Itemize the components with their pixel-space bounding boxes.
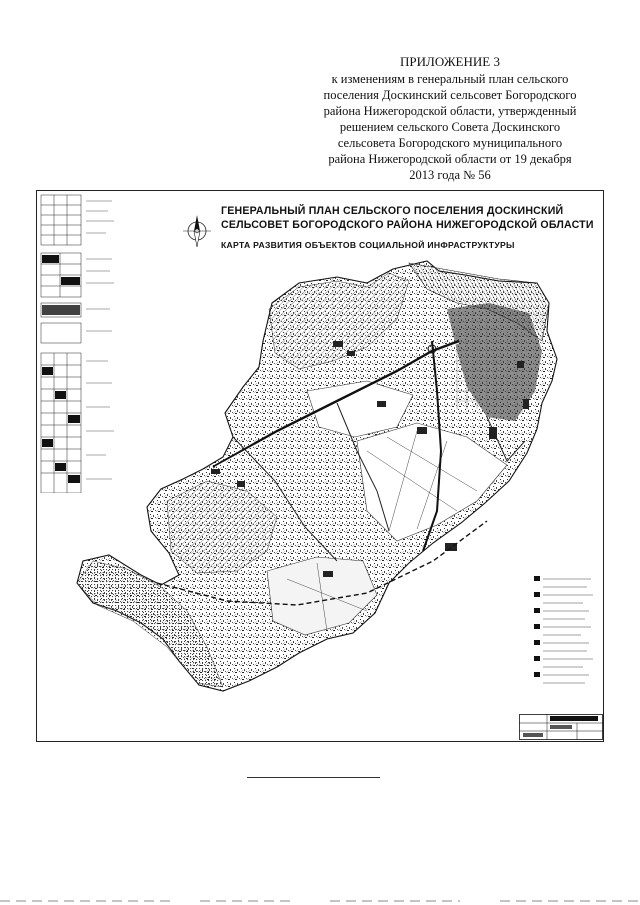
appendix-line: 2013 года № 56	[409, 168, 491, 182]
map-title-line: ГЕНЕРАЛЬНЫЙ ПЛАН СЕЛЬСКОГО ПОСЕЛЕНИЯ ДОСКИНСКИЙ	[221, 205, 564, 217]
appendix-line: района Нижегородской области, утвержденный	[323, 104, 577, 118]
map-sheet	[36, 190, 604, 742]
map-subtitle: КАРТА РАЗВИТИЯ ОБЪЕКТОВ СОЦИАЛЬНОЙ ИНФРАСТРУКТУРЫ	[221, 240, 515, 250]
map-title-line: СЕЛЬСОВЕТ БОГОРОДСКОГО РАЙОНА НИЖЕГОРОДСКОЙ ОБЛАСТИ	[221, 219, 594, 231]
right-legend	[533, 575, 597, 695]
appendix-title: ПРИЛОЖЕНИЕ 3	[400, 54, 500, 69]
footer-rule	[247, 777, 380, 778]
appendix-line: решением сельского Совета Доскинского	[339, 120, 561, 134]
appendix-line: поселения Доскинский сельсовет Богородского	[323, 88, 577, 102]
scan-edge-marks	[0, 897, 640, 905]
north-arrow-icon	[177, 211, 217, 251]
title-block	[519, 714, 603, 740]
left-legend	[40, 193, 116, 493]
map-title	[221, 204, 601, 232]
appendix-header	[300, 54, 600, 183]
territory-map	[37, 191, 605, 743]
appendix-line: сельсовета Богородского муниципального	[337, 136, 563, 150]
appendix-line: к изменениям в генеральный план сельского	[331, 72, 569, 86]
appendix-line: района Нижегородской области от 19 декабря	[328, 152, 572, 166]
settlement-grid	[455, 321, 527, 409]
